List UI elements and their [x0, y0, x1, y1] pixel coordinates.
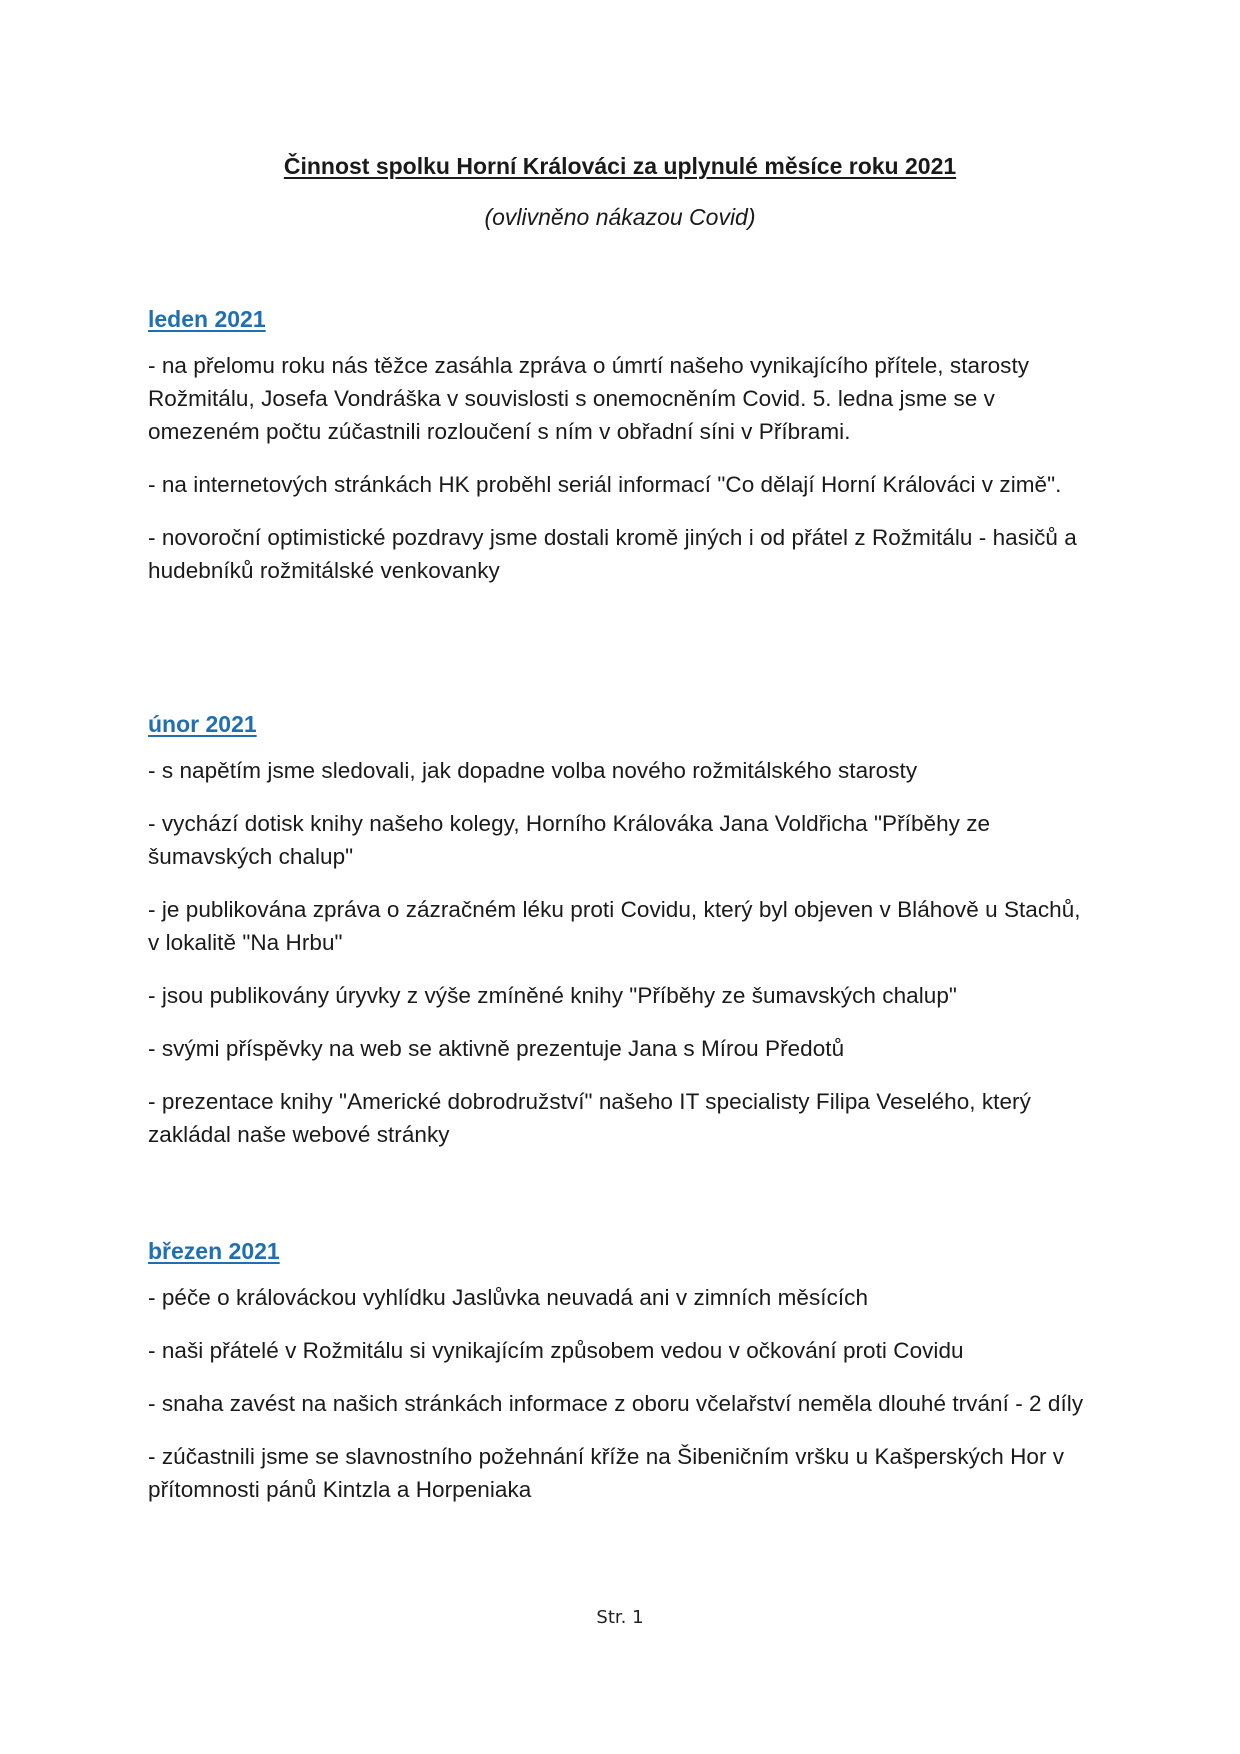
paragraph: - svými příspěvky na web se aktivně prezentuje Jana s Mírou Předotů [148, 1036, 845, 1061]
section-unor [148, 708, 1098, 1171]
paragraph: - vychází dotisk knihy našeho kolegy, Horního Králováka Jana Voldřicha "Příběhy ze šumavských chalup" [148, 811, 991, 869]
paragraph: - naši přátelé v Rožmitálu si vynikajícím způsobem vedou v očkování proti Covidu [148, 1338, 964, 1363]
paragraph: - zúčastnili jsme se slavnostního požehnání kříže na Šibeničním vršku u Kašperských Hor v přítomnosti pánů Kintzla a Horpeniaka [148, 1444, 1065, 1502]
paragraph: - péče o králováckou vyhlídku Jaslůvka neuvadá ani v zimních měsících [148, 1285, 869, 1310]
paragraph: - je publikována zpráva o zázračném léku proti Covidu, který byl objeven v Bláhově u Stachů, v lokalitě "Na Hrbu" [148, 897, 1081, 955]
paragraph: - snaha zavést na našich stránkách informace z oboru včelařství neměla dlouhé trvání - 2 díly [148, 1391, 1084, 1416]
document-title: Činnost spolku Horní Králováci za uplynulé měsíce roku 2021 [283, 153, 957, 179]
section-heading: leden 2021 [148, 306, 266, 332]
page-number: Str. 1 [596, 1607, 644, 1628]
paragraph: - s napětím jsme sledovali, jak dopadne volba nového rožmitálského starosty [148, 758, 918, 783]
paragraph: - na internetových stránkách HK proběhl seriál informací "Co dělají Horní Králováci v zimě". [148, 472, 1062, 497]
paragraph: - jsou publikovány úryvky z výše zmíněné knihy "Příběhy ze šumavských chalup" [148, 983, 957, 1008]
section-heading: únor 2021 [148, 711, 257, 737]
section-heading: březen 2021 [148, 1238, 280, 1264]
paragraph: - na přelomu roku nás těžce zasáhla zpráva o úmrtí našeho vynikajícího přítele, starosty Rožmitálu, Josefa Vondráška v souvislosti s onemocněním Covid. 5. ledna jsme se v omezeném počtu zúčastnili rozloučení s ním v obřadní síni v Příbrami. [148, 353, 1030, 444]
section-leden [148, 303, 1098, 607]
paragraph: - novoroční optimistické pozdravy jsme dostali kromě jiných i od přátel z Rožmitálu - hasičů a hudebníků rožmitálské venkovanky [148, 525, 1077, 583]
paragraph: - prezentace knihy "Americké dobrodružství" našeho IT specialisty Filipa Veselého, který zakládal naše webové stránky [148, 1089, 1031, 1147]
section-brezen [148, 1235, 1098, 1526]
document-subtitle: (ovlivněno nákazou Covid) [484, 204, 756, 230]
